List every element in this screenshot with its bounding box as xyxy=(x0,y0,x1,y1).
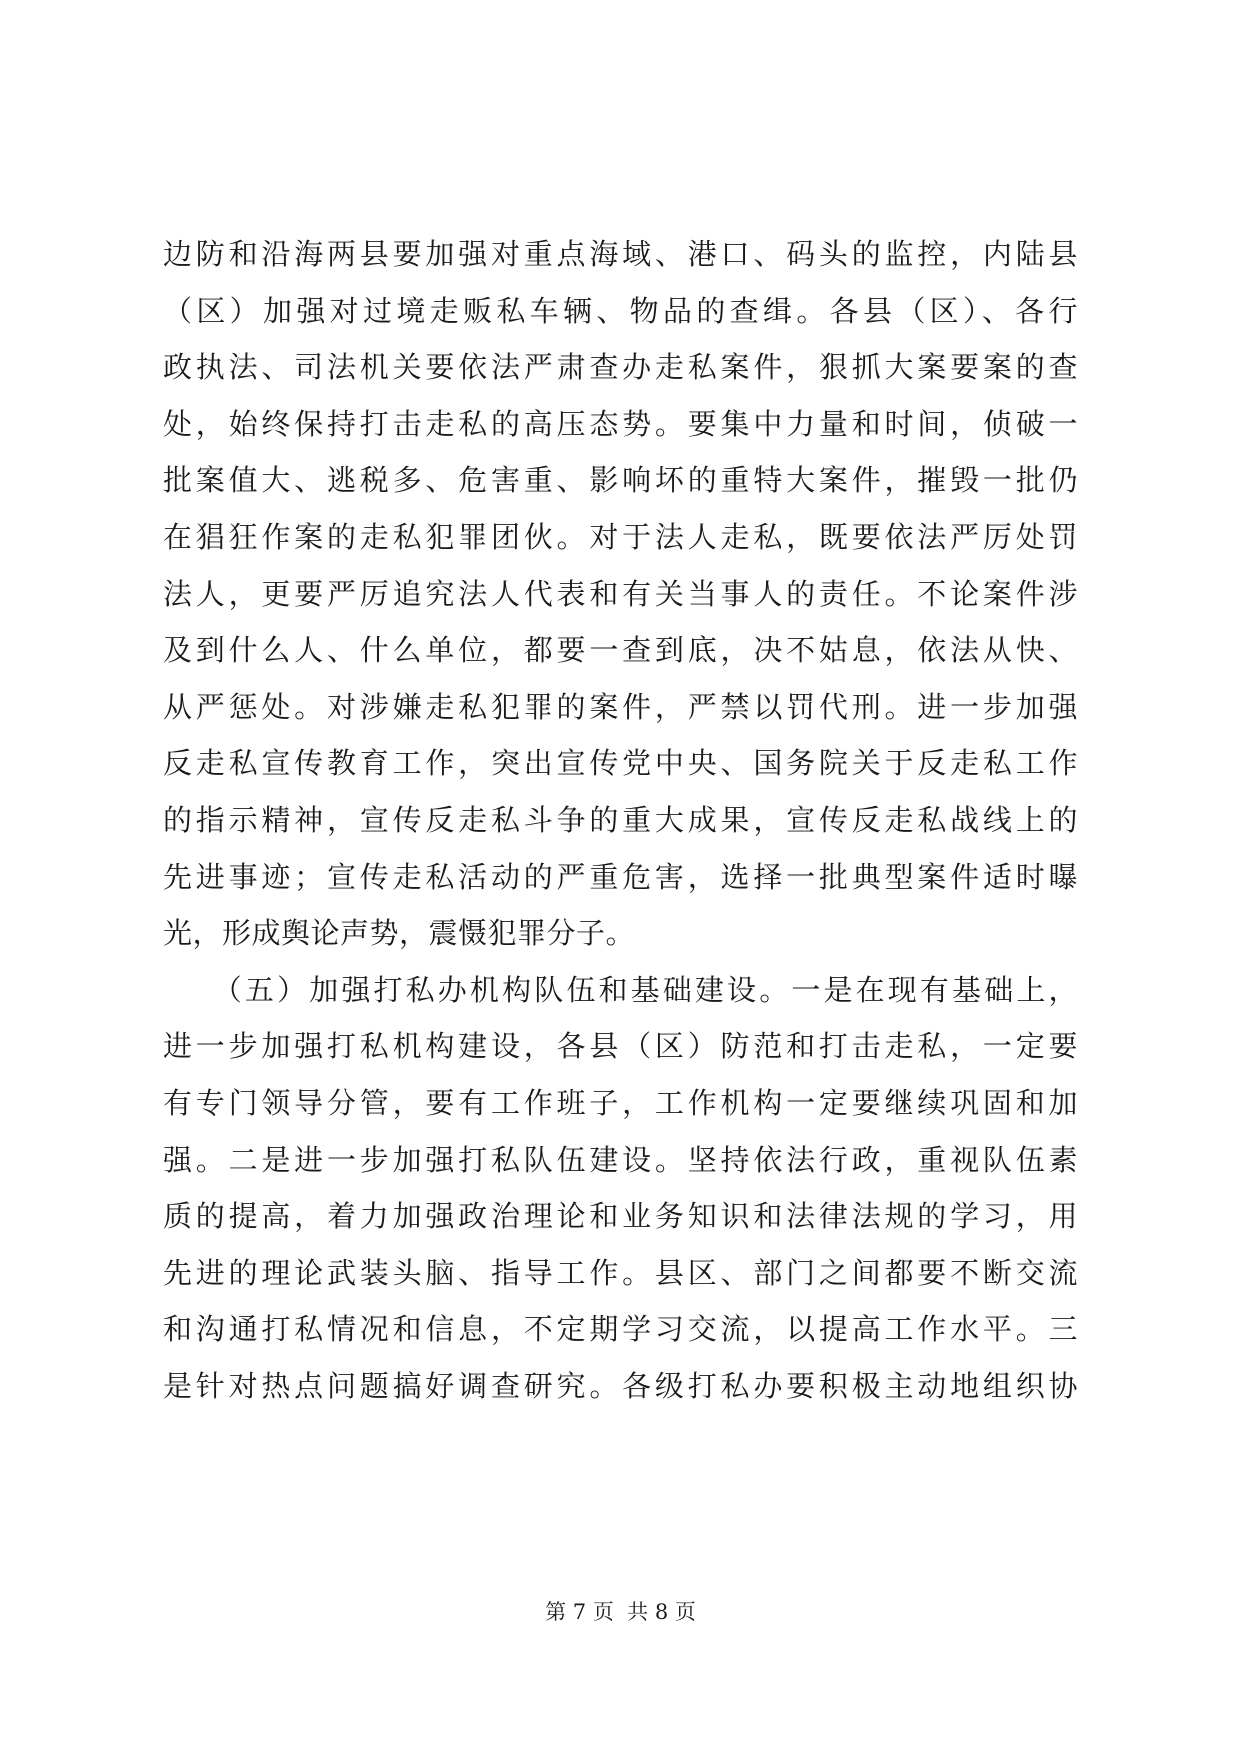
text-line-5: 批案值大、逃税多、危害重、影响坏的重特大案件，摧毁一批仍 xyxy=(163,463,1078,498)
text-line-17: 强。二是进一步加强打私队伍建设。坚持依法行政，重视队伍素 xyxy=(163,1142,1078,1177)
body-text xyxy=(163,226,1078,1414)
text-line-12: 先进事迹；宣传走私活动的严重危害，选择一批典型案件适时曝 xyxy=(163,859,1078,894)
text-line-9: 从严惩处。对涉嫌走私犯罪的案件，严禁以罚代刑。进一步加强 xyxy=(163,689,1078,724)
text-line-19: 先进的理论武装头脑、指导工作。县区、部门之间都要不断交流 xyxy=(163,1255,1078,1290)
text-line-8: 及到什么人、什么单位，都要一查到底，决不姑息，依法从快、 xyxy=(163,633,1078,668)
text-line-3: 政执法、司法机关要依法严肃查办走私案件，狠抓大案要案的查 xyxy=(163,350,1078,385)
text-line-10: 反走私宣传教育工作，突出宣传党中央、国务院关于反走私工作 xyxy=(163,746,1078,781)
text-line-13: 光，形成舆论声势，震慑犯罪分子。 xyxy=(163,916,636,951)
text-line-4: 处，始终保持打击走私的高压态势。要集中力量和时间，侦破一 xyxy=(163,406,1078,441)
text-line-14: （五）加强打私办机构队伍和基础建设。一是在现有基础上， xyxy=(163,972,1078,1007)
text-line-21: 是针对热点问题搞好调查研究。各级打私办要积极主动地组织协 xyxy=(163,1368,1078,1403)
text-line-2: （区）加强对过境走贩私车辆、物品的查缉。各县（区）、各行 xyxy=(163,293,1078,328)
text-line-7: 法人，更要严厉追究法人代表和有关当事人的责任。不论案件涉 xyxy=(163,576,1078,611)
text-line-18: 质的提高，着力加强政治理论和业务知识和法律法规的学习，用 xyxy=(163,1199,1078,1234)
text-line-20: 和沟通打私情况和信息，不定期学习交流，以提高工作水平。三 xyxy=(163,1312,1078,1347)
text-line-15: 进一步加强打私机构建设，各县（区）防范和打击走私，一定要 xyxy=(163,1029,1078,1064)
text-line-16: 有专门领导分管，要有工作班子，工作机构一定要继续巩固和加 xyxy=(163,1085,1078,1120)
text-line-6: 在猖狂作案的走私犯罪团伙。对于法人走私，既要依法严厉处罚 xyxy=(163,519,1078,554)
text-line-1: 边防和沿海两县要加强对重点海域、港口、码头的监控，内陆县 xyxy=(163,237,1078,271)
page-number: 第 7 页 共 8 页 xyxy=(545,1600,696,1624)
text-line-11: 的指示精神，宣传反走私斗争的重大成果，宣传反走私战线上的 xyxy=(163,802,1078,837)
page-footer xyxy=(0,1600,1241,1624)
